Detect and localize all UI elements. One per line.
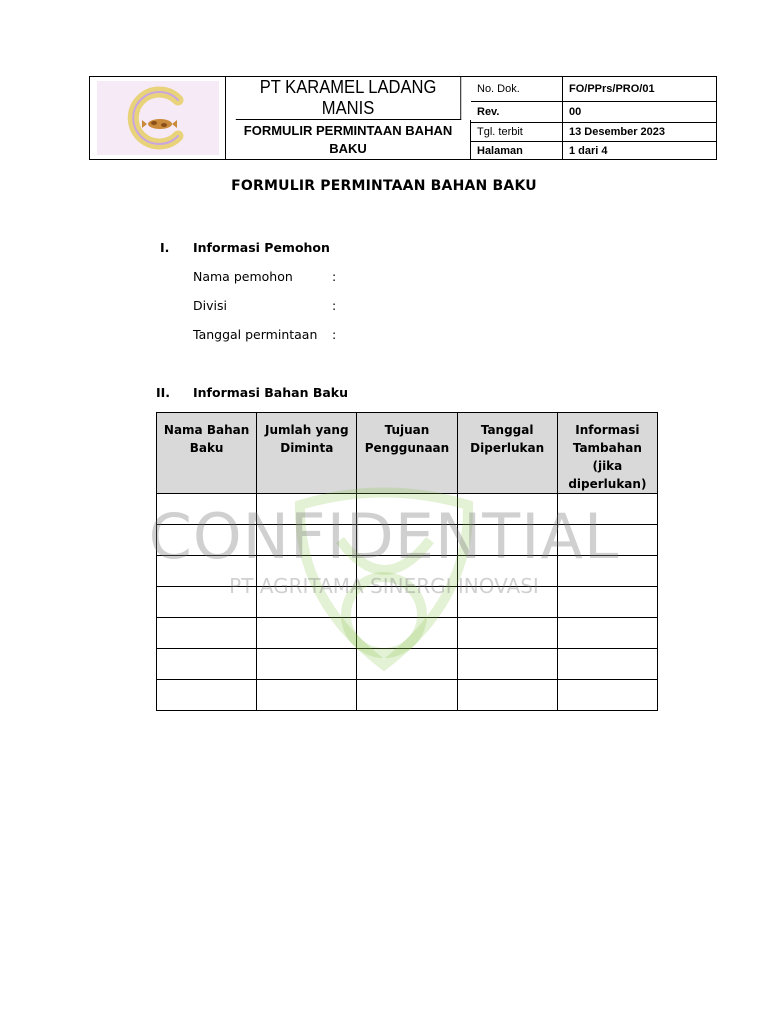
table-cell[interactable]	[457, 587, 557, 618]
table-cell[interactable]	[457, 525, 557, 556]
company-logo	[97, 81, 219, 155]
field-applicant-name[interactable]	[193, 269, 337, 284]
field-request-date[interactable]	[193, 327, 337, 342]
table-cell[interactable]	[457, 680, 557, 711]
table-cell[interactable]	[157, 649, 257, 680]
meta-value-issue-date: 13 Desember 2023	[563, 123, 716, 142]
column-header: Tanggal Diperlukan	[457, 413, 557, 494]
table-cell[interactable]	[257, 680, 357, 711]
table-cell[interactable]	[357, 587, 457, 618]
form-title-cell: FORMULIR PERMINTAAN BAHAN BAKU	[226, 120, 471, 159]
table-cell[interactable]	[157, 556, 257, 587]
field-colon: :	[332, 269, 337, 284]
table-cell[interactable]	[157, 618, 257, 649]
table-cell[interactable]	[357, 525, 457, 556]
section-number: I.	[160, 240, 170, 255]
table-row	[157, 618, 658, 649]
watermark-line2: PT AGRITAMA SINERGI INOVASI	[229, 574, 539, 598]
section-number: II.	[156, 385, 171, 400]
field-colon: :	[332, 298, 337, 313]
table-cell[interactable]	[357, 494, 457, 525]
table-cell[interactable]	[257, 525, 357, 556]
table-cell[interactable]	[557, 556, 657, 587]
meta-value-doc-no: FO/PPrs/PRO/01	[563, 77, 716, 102]
field-label: Nama pemohon	[193, 269, 293, 284]
table-cell[interactable]	[357, 618, 457, 649]
document-header	[89, 76, 717, 160]
watermark-line1: CONFIDENTIAL	[148, 500, 620, 573]
column-header: Jumlah yang Diminta	[257, 413, 357, 494]
column-header: Nama Bahan Baku	[157, 413, 257, 494]
table-cell[interactable]	[557, 649, 657, 680]
table-header-row	[157, 413, 658, 494]
table-cell[interactable]	[557, 525, 657, 556]
page-title: FORMULIR PERMINTAAN BAHAN BAKU	[231, 178, 537, 194]
meta-value-page: 1 dari 4	[569, 144, 608, 157]
table-cell[interactable]	[257, 556, 357, 587]
meta-key-doc-no: No. Dok.	[471, 77, 563, 102]
section-label: Informasi Pemohon	[193, 240, 330, 255]
table-cell[interactable]	[357, 556, 457, 587]
table-cell[interactable]	[557, 587, 657, 618]
company-name: PT KARAMEL LADANG MANIS	[236, 77, 461, 120]
table-cell[interactable]	[457, 494, 557, 525]
table-cell[interactable]	[457, 556, 557, 587]
meta-value-rev: 00	[563, 102, 716, 123]
meta-key-page: Halaman	[471, 142, 563, 159]
table-row	[157, 587, 658, 618]
table-cell[interactable]	[257, 649, 357, 680]
section-label: Informasi Bahan Baku	[193, 385, 348, 400]
field-label: Tanggal permintaan	[193, 327, 318, 342]
meta-key-issue-date: Tgl. terbit	[471, 123, 563, 142]
material-table	[156, 412, 658, 711]
table-cell[interactable]	[157, 494, 257, 525]
column-header: Informasi Tambahan (jika diperlukan)	[557, 413, 657, 494]
table-cell[interactable]	[357, 649, 457, 680]
table-cell[interactable]	[257, 618, 357, 649]
table-cell[interactable]	[157, 525, 257, 556]
caramel-logo-icon	[108, 86, 208, 150]
table-cell[interactable]	[457, 618, 557, 649]
table-row	[157, 494, 658, 525]
table-cell[interactable]	[557, 494, 657, 525]
table-cell[interactable]	[557, 618, 657, 649]
logo-cell	[90, 77, 226, 159]
field-division[interactable]	[193, 298, 337, 313]
meta-key-rev: Rev.	[471, 102, 563, 123]
table-cell[interactable]	[257, 494, 357, 525]
table-row	[157, 525, 658, 556]
table-cell[interactable]	[457, 649, 557, 680]
table-cell[interactable]	[557, 680, 657, 711]
table-row	[157, 649, 658, 680]
table-row	[157, 556, 658, 587]
field-label: Divisi	[193, 298, 227, 313]
table-row	[157, 680, 658, 711]
table-cell[interactable]	[157, 587, 257, 618]
document-meta	[471, 77, 716, 159]
column-header: Tujuan Penggunaan	[357, 413, 457, 494]
table-cell[interactable]	[257, 587, 357, 618]
field-colon: :	[332, 327, 337, 342]
table-cell[interactable]	[157, 680, 257, 711]
table-cell[interactable]	[357, 680, 457, 711]
